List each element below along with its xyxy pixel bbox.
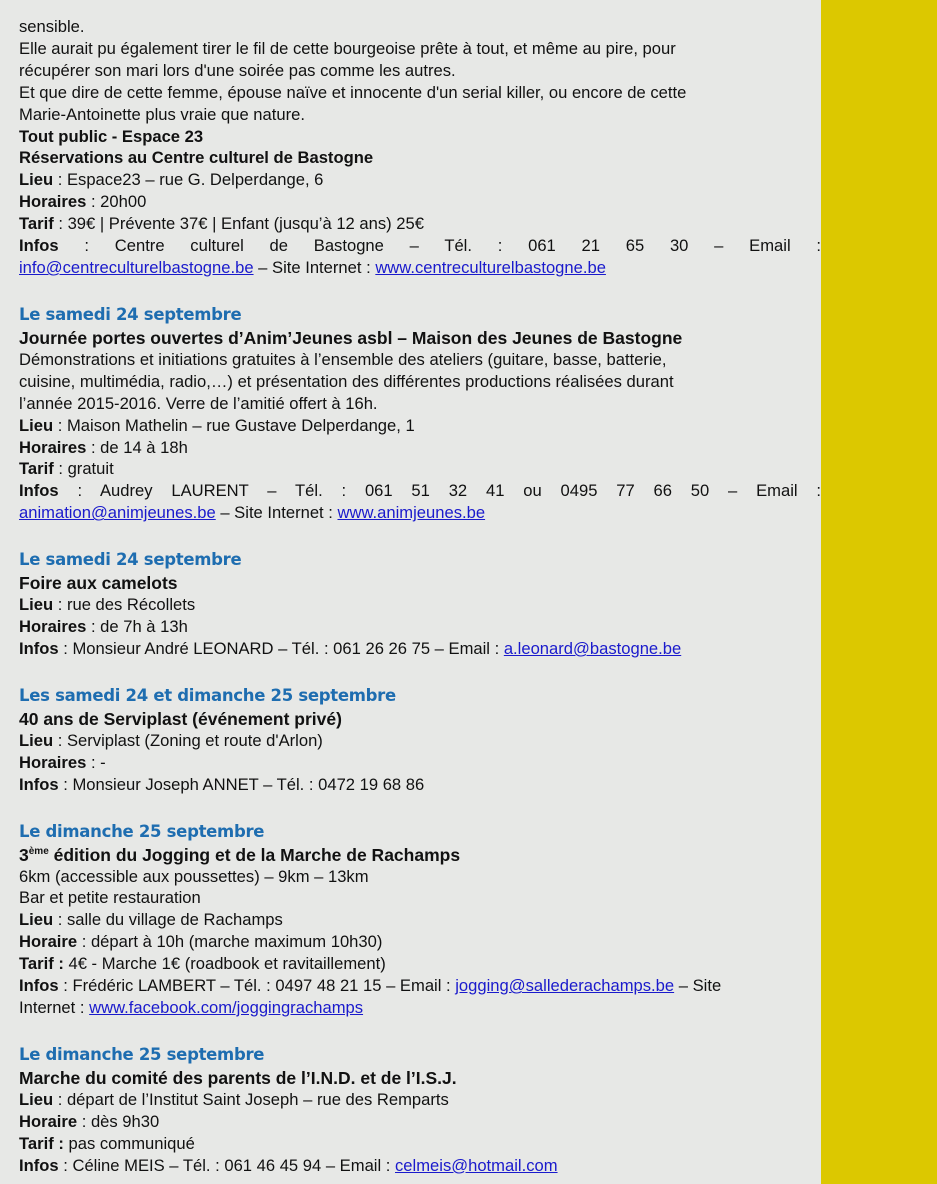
horaires-value: : 20h00 — [86, 192, 147, 212]
event-serviplast — [19, 683, 821, 796]
tarif-label: Tarif — [19, 214, 54, 234]
tarif-label: Tarif : — [19, 1133, 64, 1153]
lieu-label: Lieu — [19, 730, 54, 750]
event-jogging-rachamps — [19, 819, 821, 1019]
tarif-label: Tarif : — [19, 954, 64, 974]
description-line: Elle aurait pu également tirer le fil de cette bourgeoise prête à tout, et même au pire, pour — [19, 38, 676, 58]
tarif-line — [19, 458, 821, 480]
site-separator: – Site Internet : — [253, 257, 376, 277]
description-line: cuisine, multimédia, radio,…) et présentation des différentes productions réalisées durant — [19, 371, 674, 391]
event-marche-comite — [19, 1042, 821, 1177]
event-date: Le samedi 24 septembre — [19, 550, 242, 570]
event-title: Journée portes ouvertes d’Anim’Jeunes asbl – Maison des Jeunes de Bastogne — [19, 327, 683, 348]
infos-label: Infos — [19, 774, 59, 794]
event-listing — [19, 16, 821, 1177]
title-text: édition du Jogging et de la Marche de Rachamps — [48, 844, 461, 865]
infos-line — [19, 1155, 821, 1177]
tarif-line — [19, 953, 821, 975]
tarif-line — [19, 213, 821, 235]
infos-label: Infos — [19, 638, 59, 658]
lieu-label: Lieu — [19, 1089, 54, 1109]
site-separator: – Site Internet : — [215, 503, 338, 523]
event-portes-ouvertes — [19, 302, 821, 524]
horaires-label: Horaires — [19, 192, 87, 212]
lieu-label: Lieu — [19, 170, 54, 190]
lieu-value: : Espace23 – rue G. Delperdange, 6 — [53, 170, 324, 190]
edition-number: 3 — [19, 844, 29, 865]
horaire-label: Horaire — [19, 932, 78, 952]
description-line: Et que dire de cette femme, épouse naïve et innocente d'un serial killer, ou encore de cette — [19, 82, 687, 102]
lieu-value: : départ de l’Institut Saint Joseph – rue des Remparts — [53, 1089, 449, 1109]
horaires-label: Horaires — [19, 437, 87, 457]
event-title: Marche du comité des parents de l’I.N.D. et de l’I.S.J. — [19, 1067, 457, 1088]
infos-label: Infos — [19, 1155, 59, 1175]
contact-line — [19, 502, 821, 524]
horaire-value: : départ à 10h (marche maximum 10h30) — [77, 932, 383, 952]
horaires-label: Horaires — [19, 752, 87, 772]
horaire-value: : dès 9h30 — [77, 1111, 160, 1131]
yellow-side-band — [821, 0, 937, 1184]
lieu-label: Lieu — [19, 595, 54, 615]
lieu-line — [19, 909, 821, 931]
infos-line — [19, 480, 821, 502]
lieu-value: : rue des Récollets — [53, 595, 196, 615]
infos-label: Infos — [19, 481, 59, 501]
description-line: récupérer son mari lors d'une soirée pas comme les autres. — [19, 60, 456, 80]
contact-line — [19, 257, 821, 279]
infos-value: : Frédéric LAMBERT – Tél. : 0497 48 21 15 – Email : — [58, 976, 456, 996]
edition-suffix: ème — [28, 845, 49, 857]
lieu-line — [19, 169, 821, 191]
event-title: Foire aux camelots — [19, 573, 178, 594]
infos-value: : Monsieur Joseph ANNET – Tél. : 0472 19 68 86 — [58, 774, 425, 794]
tarif-value: : 39€ | Prévente 37€ | Enfant (jusqu’à 12 ans) 25€ — [53, 214, 424, 234]
horaires-label: Horaires — [19, 617, 87, 637]
description-line: Démonstrations et initiations gratuites à l’ensemble des ateliers (guitare, basse, batterie, — [19, 349, 667, 369]
horaire-label: Horaire — [19, 1111, 78, 1131]
horaires-line — [19, 191, 821, 213]
tarif-value: : gratuit — [53, 459, 114, 479]
event-title: 40 ans de Serviplast (événement privé) — [19, 708, 342, 729]
infos-line — [19, 235, 821, 257]
lieu-line — [19, 594, 821, 616]
lieu-value: : Maison Mathelin – rue Gustave Delperdange, 1 — [53, 415, 415, 435]
reservation-line: Réservations au Centre culturel de Bastogne — [19, 148, 374, 168]
tarif-value: 4€ - Marche 1€ (roadbook et ravitaillement) — [63, 954, 386, 974]
email-link[interactable]: animation@animjeunes.be — [19, 503, 216, 523]
site-separator: – Site — [674, 976, 722, 996]
infos-value: : Monsieur André LEONARD – Tél. : 061 26 26 75 – Email : — [58, 638, 504, 658]
event-date: Les samedi 24 et dimanche 25 septembre — [19, 685, 396, 705]
description-line: l’année 2015-2016. Verre de l’amitié offert à 16h. — [19, 393, 378, 413]
website-link[interactable]: www.animjeunes.be — [337, 503, 486, 523]
event-date: Le dimanche 25 septembre — [19, 821, 265, 841]
website-link[interactable]: www.facebook.com/joggingrachamps — [89, 998, 364, 1017]
infos-value: : Audrey LAURENT – Tél. : 061 51 32 41 ou 0495 77 66 50 – Email : — [58, 481, 821, 501]
tarif-label: Tarif — [19, 459, 54, 479]
site-label: Internet : — [19, 998, 90, 1017]
horaire-line — [19, 931, 821, 953]
horaire-line — [19, 1111, 821, 1133]
email-link[interactable]: celmeis@hotmail.com — [395, 1155, 558, 1175]
description-line: Bar et petite restauration — [19, 888, 201, 908]
email-link[interactable]: a.leonard@bastogne.be — [503, 638, 682, 658]
tarif-line — [19, 1133, 821, 1155]
event-foire-camelots — [19, 547, 821, 660]
description-line: sensible. — [19, 17, 85, 36]
infos-label: Infos — [19, 236, 59, 256]
lieu-line — [19, 415, 821, 437]
infos-line — [19, 774, 821, 796]
horaires-value: : - — [86, 752, 106, 772]
tarif-value: pas communiqué — [63, 1133, 195, 1153]
lieu-line — [19, 1089, 821, 1111]
horaires-value: : de 7h à 13h — [86, 617, 188, 637]
lieu-value: : Serviplast (Zoning et route d'Arlon) — [53, 730, 323, 750]
email-link[interactable]: jogging@sallederachamps.be — [455, 976, 675, 996]
email-link[interactable]: info@centreculturelbastogne.be — [19, 257, 254, 277]
horaires-line — [19, 437, 821, 459]
description-line: 6km (accessible aux poussettes) – 9km – 13km — [19, 866, 369, 886]
public-line: Tout public - Espace 23 — [19, 126, 204, 146]
event-date: Le dimanche 25 septembre — [19, 1044, 265, 1064]
description-line: Marie-Antoinette plus vraie que nature. — [19, 104, 305, 124]
lieu-label: Lieu — [19, 415, 54, 435]
infos-label: Infos — [19, 976, 59, 996]
infos-value: : Centre culturel de Bastogne – Tél. : 061 21 65 30 – Email : — [58, 236, 821, 256]
contact-line — [19, 997, 821, 1019]
horaires-value: : de 14 à 18h — [86, 437, 188, 457]
lieu-line — [19, 730, 821, 752]
horaires-line — [19, 752, 821, 774]
horaires-line — [19, 616, 821, 638]
lieu-value: : salle du village de Rachamps — [53, 910, 283, 930]
infos-line — [19, 975, 821, 997]
lieu-label: Lieu — [19, 910, 54, 930]
event-date: Le samedi 24 septembre — [19, 304, 242, 324]
infos-line — [19, 638, 821, 660]
event-title — [19, 844, 821, 866]
event-espace23 — [19, 16, 821, 279]
website-link[interactable]: www.centreculturelbastogne.be — [375, 257, 606, 277]
infos-value: : Céline MEIS – Tél. : 061 46 45 94 – Email : — [58, 1155, 395, 1175]
